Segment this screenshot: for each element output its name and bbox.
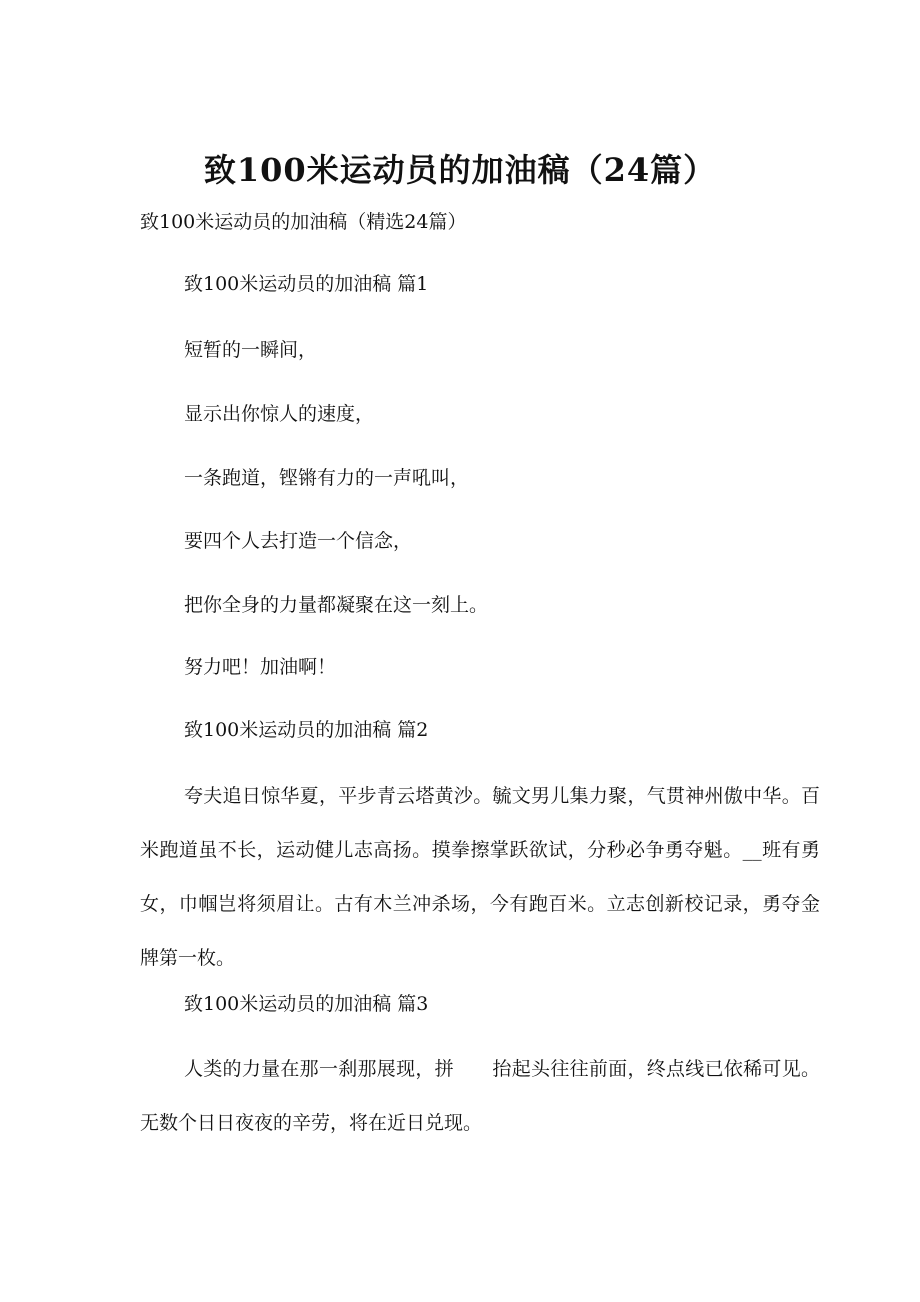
- document-subtitle: 致100米运动员的加油稿（精选24篇）: [140, 211, 467, 233]
- document-title: 致100米运动员的加油稿（24篇）: [203, 151, 717, 189]
- section-1-heading: 致100米运动员的加油稿 篇1: [184, 273, 429, 295]
- section-2-paragraph: 夸夫追日惊华夏，平步青云塔黄沙。毓文男儿集力聚，气贯神州傲中华。百米跑道虽不长，运动健儿志高扬。摸拳擦掌跃欲试，分秒必争勇夺魁。__班有勇女，巾帼岂将须眉让。古有木兰冲杀场，今有跑百米。立志创新校记录，勇夺金牌第一枚。: [140, 785, 820, 969]
- section-3-paragraph: 人类的力量在那一刹那展现，拼 抬起头往往前面，终点线已依稀可见。无数个日日夜夜的辛劳，将在近日兑现。: [140, 1058, 820, 1134]
- section-2-heading: 致100米运动员的加油稿 篇2: [184, 719, 429, 741]
- poem-line: 努力吧！加油啊！: [184, 656, 337, 678]
- poem-line: 短暂的一瞬间，: [184, 339, 318, 361]
- poem-line: 要四个人去打造一个信念，: [184, 530, 413, 552]
- section-3-heading: 致100米运动员的加油稿 篇3: [184, 993, 429, 1015]
- poem-line: 显示出你惊人的速度，: [184, 403, 375, 425]
- poem-line: 一条跑道，铿锵有力的一声吼叫，: [184, 467, 470, 489]
- poem-line: 把你全身的力量都凝聚在这一刻上。: [184, 594, 489, 616]
